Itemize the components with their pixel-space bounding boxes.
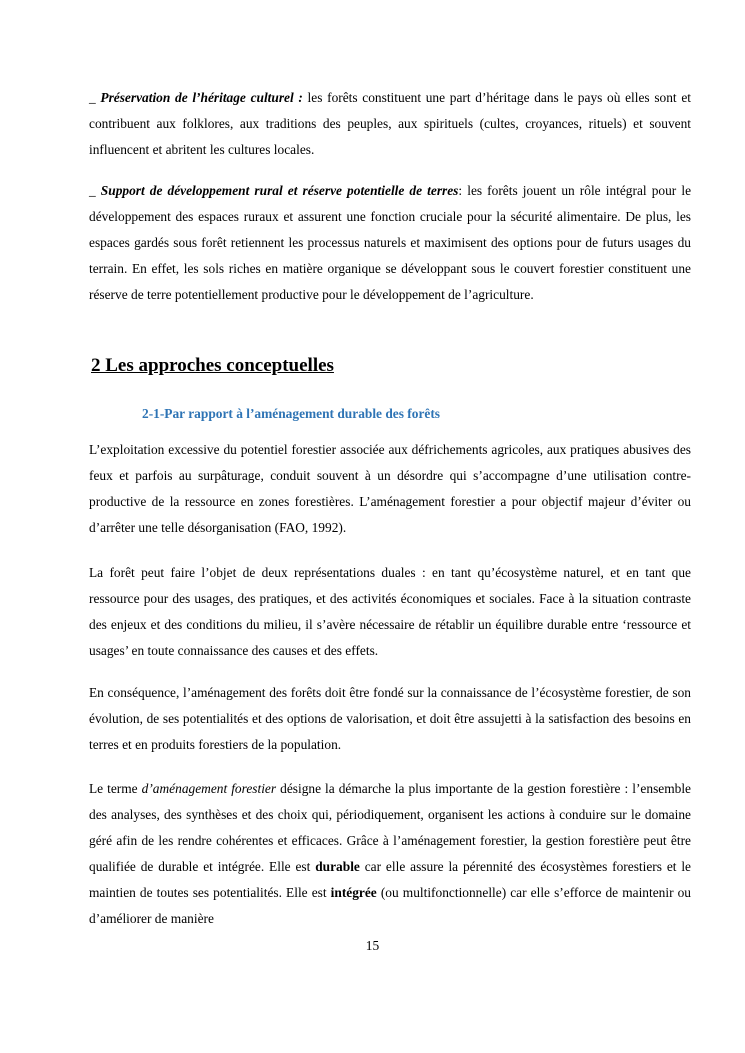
paragraph-rural-text: : les forêts jouent un rôle intégral pour le développement des espaces ruraux et assurent une fonction cruciale pour la sécurité alimentaire. De plus, les espaces gardés sous forêt retiennent les processus naturels et maximisent des options pour de futurs usages du terrain. En effet, les sols riches en matière organique se développant sous le couvert forestier constituent une réserve de terre potentiellement productive pour le développement de l’agriculture. [89,183,692,302]
paragraph-exploitation: L’exploitation excessive du potentiel forestier associée aux défrichements agricoles, aux pratiques abusives des feux et parfois au surpâturage, conduit souvent à un désordre qui s’accompagne d’une utilisation contre-productive de la ressource en zones forestières. L’aménagement forestier a pour objectif majeur d’éviter ou d’arrêter une telle désorganisation (FAO, 1992). [89,442,691,535]
section-heading: 2 Les approches conceptuelles [91,355,334,376]
term-rural-development: Support de développement rural et réserve potentielle de terres [100,183,459,198]
term-durable: durable [315,859,360,874]
bullet-dash: _ [89,183,101,198]
paragraph-representations: La forêt peut faire l’objet de deux représentations duales : en tant qu’écosystème naturel, et en tant que ressource pour des usages, des pratiques, et des activités économiques et sociales. Face à la situation contraste des enjeux et des conditions du milieu, il s’avère nécessaire de rétablir un équilibre durable entre ‘ressource et usages’ en toute connaissance des causes et des effets. [89,565,691,658]
paragraph-rural-development [89,178,691,308]
paragraph-consequence: En conséquence, l’aménagement des forêts doit être fondé sur la connaissance de l’écosystème forestier, de son évolution, de ses potentialités et des options de valorisation, et doit être assujetti à la satisfaction des besoins en terres et en produits forestiers de la population. [89,685,691,752]
page-number: 15 [365,938,380,953]
term-heritage: Préservation de l’héritage culturel : [100,90,303,105]
subsection-heading: 2-1-Par rapport à l’aménagement durable des forêts [142,406,441,421]
bullet-dash: _ [89,90,101,105]
paragraph-heritage-text: les forêts constituent une part d’héritage dans le pays où elles sont et contribuent aux folklores, aux traditions des peuples, aux spirituels (cultes, croyances, rituels) et souvent influencent et abritent les cultures locales. [89,90,692,157]
term-integree: intégrée [330,885,377,900]
paragraph-heritage [89,85,691,163]
term-amenagement: d’aménagement forestier [141,781,277,796]
paragraph-amenagement: Le terme d’aménagement forestier désigne la démarche la plus importante de la gestion forestière : l’ensemble des analyses, des synthèses et des choix qui, périodiquement, organisent les actions à conduire sur le domaine géré afin de les rendre cohérentes et efficaces. Grâce à l’aménagement forestier, la gestion forestière peut être qualifiée de durable et intégrée. Elle est durable car elle assure la pérennité des écosystèmes forestiers et le maintien de toutes ses potentialités. Elle est intégrée (ou multifonctionnelle) car elle s’efforce de maintenir ou d’améliorer de manière [89,781,692,926]
